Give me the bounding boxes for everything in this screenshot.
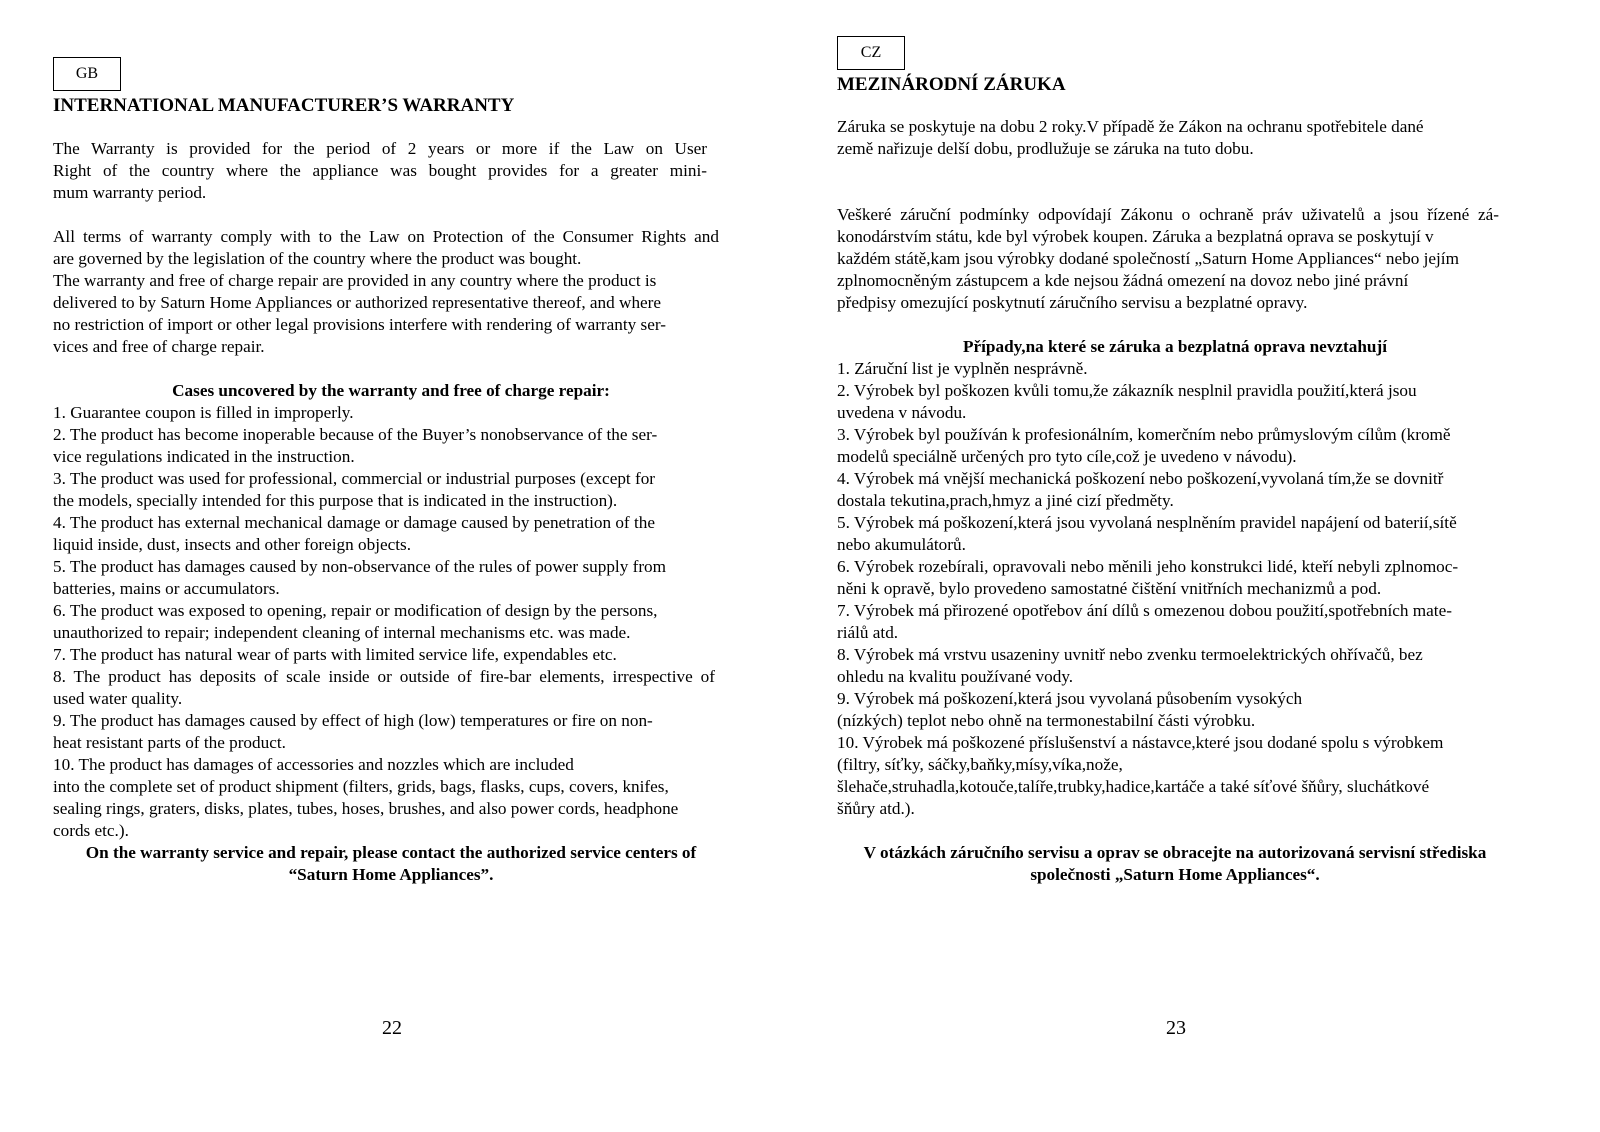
text-line: vices and free of charge repair. <box>53 337 265 356</box>
cases-list <box>53 402 715 842</box>
list-item: 10. Výrobek má poškozené příslušenství a nástavce,které jsou dodané spolu s výrobkem <box>837 733 1444 752</box>
text-line: každém státě,kam jsou výrobky dodané společností „Saturn Home Appliances“ nebo jejím <box>837 249 1459 268</box>
list-item: (nízkých) teplot nebo ohně na termonestabilní části výrobku. <box>837 711 1256 730</box>
text-line: mum warranty period. <box>53 183 207 202</box>
warranty-body <box>837 116 1513 886</box>
cases-list <box>837 358 1513 820</box>
language-label-cz: CZ <box>837 36 905 70</box>
list-item: 2. Výrobek byl poškozen kvůli tomu,že zákazník nesplnil pravidla použití,která jsou <box>837 381 1417 400</box>
page-number: 23 <box>1166 1017 1186 1039</box>
text-line: “Saturn Home Appliances”. <box>288 865 494 884</box>
list-item: 8. The product has deposits of scale inside or outside of fire-bar elements, irrespective of <box>53 667 715 686</box>
list-item: 6. Výrobek rozebírali, opravovali nebo měnili jeho konstrukci lidé, kteří nebyli zplnomoc- <box>837 557 1459 576</box>
text-line: zplnomocněným zástupcem a kde nejsou žádná omezení na dovoz nebo jiné právní <box>837 271 1409 290</box>
page-title: MEZINÁRODNÍ ZÁRUKA <box>837 74 1066 95</box>
list-item: 10. The product has damages of accessories and nozzles which are included <box>53 755 574 774</box>
warranty-terms-paragraph <box>53 226 719 358</box>
list-item: (filtry, síťky, sáčky,baňky,mísy,víka,nože, <box>837 755 1123 774</box>
list-item: nebo akumulátorů. <box>837 535 966 554</box>
list-item: riálů atd. <box>837 623 899 642</box>
text-line: společnosti „Saturn Home Appliances“. <box>1030 865 1320 884</box>
list-item: vice regulations indicated in the instruction. <box>53 447 355 466</box>
list-item: 1. Záruční list je vyplněn nesprávně. <box>837 359 1088 378</box>
list-item: 7. Výrobek má přirozené opotřebov ání dílů s omezenou dobou použití,spotřebních mate- <box>837 601 1452 620</box>
list-item: into the complete set of product shipment (filters, grids, bags, flasks, cups, covers, knifes, <box>53 777 669 796</box>
list-item: used water quality. <box>53 689 183 708</box>
list-item: ohledu na kvalitu používané vody. <box>837 667 1074 686</box>
page-number: 22 <box>382 1017 402 1039</box>
language-label-gb: GB <box>53 57 121 91</box>
list-item: cords etc.). <box>53 821 129 840</box>
list-item: liquid inside, dust, insects and other foreign objects. <box>53 535 412 554</box>
warranty-period-paragraph <box>837 116 1513 160</box>
list-item: 9. Výrobek má poškození,která jsou vyvolaná působením vysokých <box>837 689 1303 708</box>
page-title: INTERNATIONAL MANUFACTURER’S WARRANTY <box>53 95 515 116</box>
text-line: země nařizuje delší dobu, prodlužuje se záruka na tuto dobu. <box>837 139 1254 158</box>
text-line: V otázkách záručního servisu a oprav se obracejte na autorizovaná servisní střediska <box>863 843 1487 862</box>
text-line: konodárstvím státu, kde byl výrobek koupen. Záruka a bezplatná oprava se poskytují v <box>837 227 1434 246</box>
text-line: Záruka se poskytuje na dobu 2 roky.V případě že Zákon na ochranu spotřebitele dané <box>837 117 1424 136</box>
text-line: The warranty and free of charge repair are provided in any country where the product is <box>53 271 657 290</box>
text-line: delivered to by Saturn Home Appliances or authorized representative thereof, and where <box>53 293 662 312</box>
list-item: 4. Výrobek má vnější mechanická poškození nebo poškození,vyvolaná tím,že se dovnitř <box>837 469 1444 488</box>
list-item: 3. The product was used for professional, commercial or industrial purposes (except for <box>53 469 656 488</box>
list-item: 5. The product has damages caused by non-observance of the rules of power supply from <box>53 557 667 576</box>
text-line: The Warranty is provided for the period of 2 years or more if the Law on User <box>53 139 707 158</box>
text-line: no restriction of import or other legal provisions interfere with rendering of warranty ser- <box>53 315 666 334</box>
list-item: 9. The product has damages caused by effect of high (low) temperatures or fire on non- <box>53 711 653 730</box>
closing-note <box>837 842 1513 886</box>
text-line: Veškeré záruční podmínky odpovídají Zákonu o ochraně práv uživatelů a jsou řízené zá- <box>837 205 1499 224</box>
warranty-period-paragraph <box>53 138 707 204</box>
list-item: batteries, mains or accumulators. <box>53 579 280 598</box>
text-line: předpisy omezující poskytnutí záručního servisu a bezplatné opravy. <box>837 293 1308 312</box>
list-item: 5. Výrobek má poškození,která jsou vyvolaná nesplněním pravidel napájení od baterií,sítě <box>837 513 1457 532</box>
list-item: 6. The product was exposed to opening, repair or modification of design by the persons, <box>53 601 658 620</box>
list-item: 3. Výrobek byl používán k profesionálním, komerčním nebo průmyslovým cílům (kromě <box>837 425 1451 444</box>
list-item: 4. The product has external mechanical damage or damage caused by penetration of the <box>53 513 655 532</box>
text-line: Right of the country where the appliance was bought provides for a greater mini- <box>53 161 707 180</box>
list-item: the models, specially intended for this purpose that is indicated in the instruction). <box>53 491 618 510</box>
list-item: modelů speciálně určených pro tyto cíle,což je uvedeno v návodu). <box>837 447 1297 466</box>
list-item: 8. Výrobek má vrstvu usazeniny uvnitř nebo zvenku termoelektrických ohřívačů, bez <box>837 645 1423 664</box>
list-item: 1. Guarantee coupon is filled in improperly. <box>53 403 354 422</box>
list-item: 7. The product has natural wear of parts with limited service life, expendables etc. <box>53 645 617 664</box>
list-item: 2. The product has become inoperable because of the Buyer’s nonobservance of the ser- <box>53 425 658 444</box>
text-line: All terms of warranty comply with to the Law on Protection of the Consumer Rights and <box>53 227 719 246</box>
list-item: dostala tekutina,prach,hmyz a jiné cizí předměty. <box>837 491 1174 510</box>
text-line: On the warranty service and repair, please contact the authorized service centers of <box>85 843 697 862</box>
cases-heading: Případy,na které se záruka a bezplatná oprava nevztahují <box>963 337 1387 356</box>
text-line: are governed by the legislation of the country where the product was bought. <box>53 249 582 268</box>
list-item: šlehače,struhadla,kotouče,talíře,trubky,hadice,kartáče a také síťové šňůry, sluchátkové <box>837 777 1430 796</box>
list-item: šňůry atd.). <box>837 799 915 818</box>
list-item: sealing rings, graters, disks, plates, tubes, hoses, brushes, and also power cords, headphone <box>53 799 679 818</box>
list-item: uvedena v návodu. <box>837 403 967 422</box>
warranty-terms-paragraph <box>837 204 1513 314</box>
list-item: unauthorized to repair; independent cleaning of internal mechanisms etc. was made. <box>53 623 631 642</box>
closing-note <box>53 842 729 886</box>
warranty-body <box>53 138 719 886</box>
list-item: heat resistant parts of the product. <box>53 733 286 752</box>
list-item: něni k opravě, bylo provedeno samostatné čištění vnitřních mechanizmů a pod. <box>837 579 1382 598</box>
cases-heading: Cases uncovered by the warranty and free of charge repair: <box>172 381 610 400</box>
right-page <box>800 0 1600 1132</box>
